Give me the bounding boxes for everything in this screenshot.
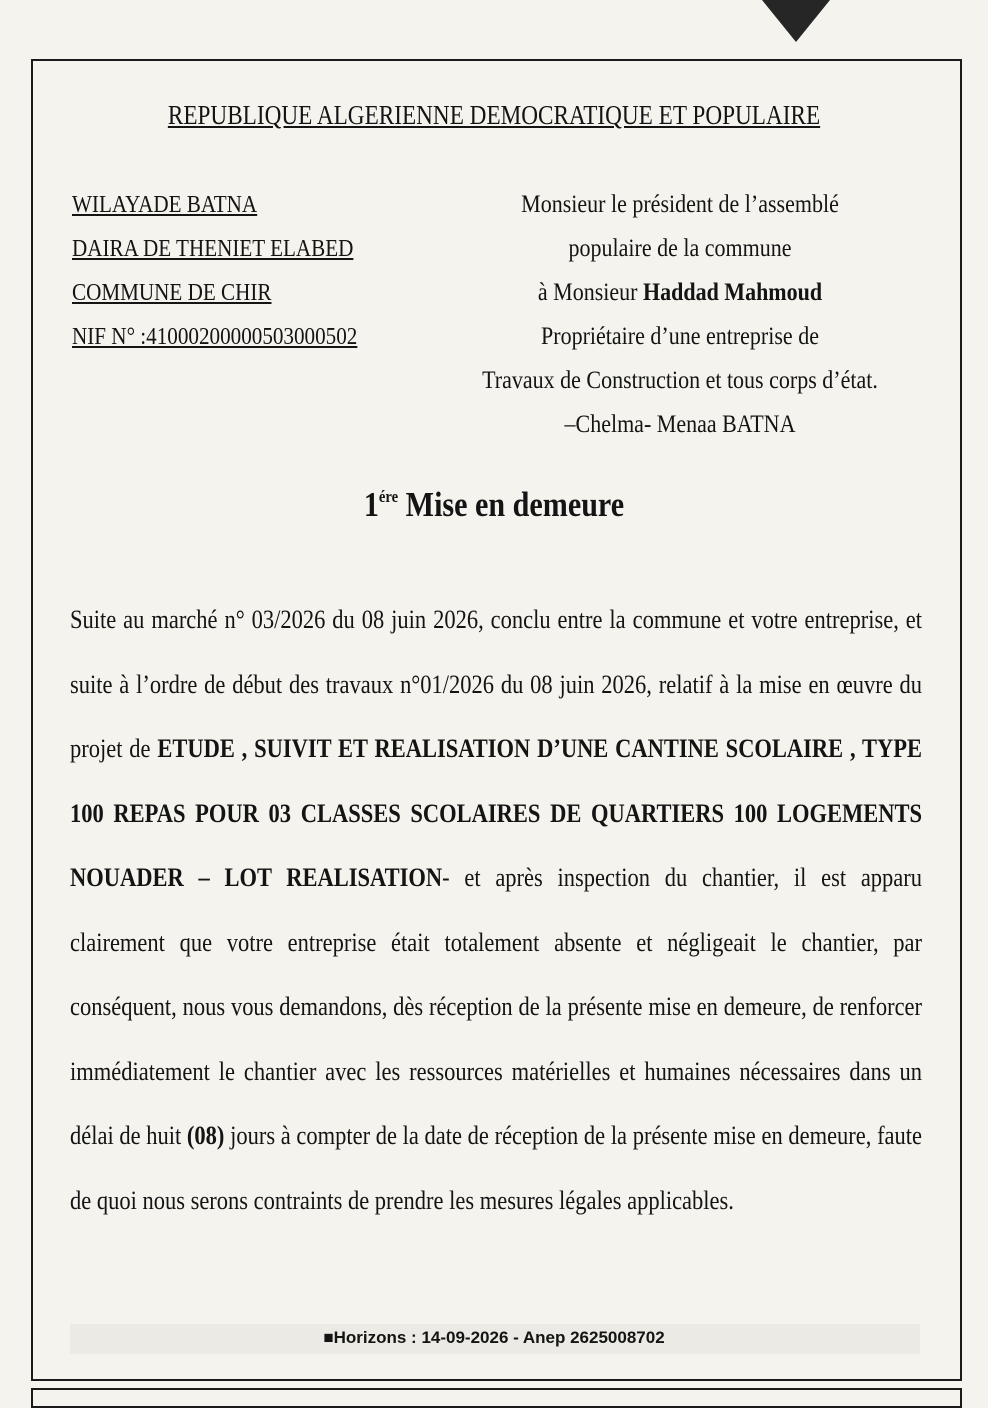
sender-commune: COMMUNE DE CHIR: [72, 280, 272, 306]
notice-body: [70, 588, 922, 1233]
notice-title: [69, 485, 919, 525]
sender-daira: DAIRA DE THENIET ELABED: [72, 236, 354, 262]
recipient-block: [420, 188, 940, 452]
body-part-1: Suite au marché n° 03/2026 du 08 juin 2026, conclu entre la commune et votre entreprise, et suite à l’ordre de début des travaux n°01/2026 du 08 juin 2026, relatif à la mise en œuvre du projet de: [70, 605, 923, 763]
recipient-line-1: Monsieur le président de l’assemblé: [521, 191, 839, 218]
delay-days: (08): [186, 1121, 225, 1150]
scan-corner-mark: [762, 0, 830, 42]
recipient-name: Haddad Mahmoud: [642, 279, 823, 306]
title-ordinal-number: 1: [363, 485, 379, 524]
recipient-line-2: populaire de la commune: [568, 235, 792, 262]
project-name: ETUDE , SUIVIT ET REALISATION D’UNE CANTINE SCOLAIRE , TYPE 100 REPAS POUR 03 CLASSES SCOLAIRES DE QUARTIERS 100 LOGEMENTS NOUADER – LOT REALISATION: [70, 734, 923, 892]
body-part-2: - et après inspection du chantier, il est apparu clairement que votre entreprise était totalement absente et négligeait le chantier, par conséquent, nous vous demandons, dès réception de la présente mise en demeure, de renforcer immédiatement le chantier avec les ressources matérielles et humaines nécessaires dans un délai de huit: [70, 863, 923, 1150]
sender-block: [72, 188, 396, 364]
recipient-line-3: [451, 276, 909, 320]
recipient-prefix: à Monsieur: [537, 279, 643, 306]
sender-wilaya: WILAYADE BATNA: [72, 192, 258, 218]
title-ordinal-suffix: ére: [378, 487, 399, 506]
recipient-line-4: Propriétaire d’une entreprise de: [541, 323, 819, 350]
sender-nif: NIF N° :41000200000503000502: [72, 324, 358, 350]
title-text: Mise en demeure: [398, 485, 625, 524]
body-part-3: jours à compter de la date de réception de la présente mise en demeure, faute de quoi nous serons contraints de prendre les mesures légales applicables.: [70, 1121, 923, 1215]
next-notice-frame: [31, 1388, 962, 1408]
country-heading: REPUBLIQUE ALGERIENNE DEMOCRATIQUE ET POPULAIRE: [167, 100, 821, 130]
recipient-line-5: Travaux de Construction et tous corps d’état.: [482, 367, 878, 394]
recipient-line-6: –Chelma- Menaa BATNA: [564, 411, 796, 438]
publication-footer: ■Horizons : 14-09-2026 - Anep 2625008702: [323, 1328, 665, 1347]
